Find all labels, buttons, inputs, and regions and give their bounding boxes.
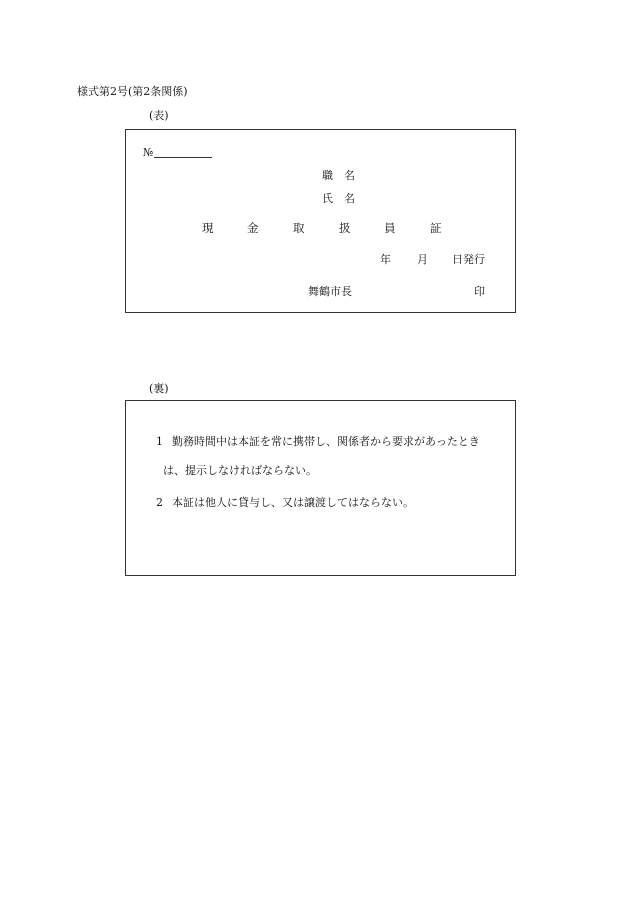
title-char-6: 証 <box>430 221 442 235</box>
title-char-3: 取 <box>293 221 305 235</box>
item2-number: 2 <box>156 496 163 509</box>
item1-line2: は、提示しなければならない。 <box>163 464 317 477</box>
item1-number: 1 <box>156 435 163 448</box>
item1-line1: 勤務時間中は本証を常に携帯し、関係者から要求があったとき <box>172 435 480 448</box>
issuer: 舞鶴市長 <box>308 285 352 298</box>
title-char-4: 扱 <box>339 221 351 235</box>
seal-mark: 印 <box>474 285 485 298</box>
form-label: 様式第2号(第2条関係) <box>77 85 188 98</box>
job-title-label: 職 名 <box>322 169 355 182</box>
number-field <box>143 147 212 158</box>
front-side-label: (表) <box>149 109 169 122</box>
front-card <box>125 129 516 313</box>
date-day-issued: 日発行 <box>452 253 485 266</box>
title-char-5: 員 <box>384 221 396 235</box>
number-underline <box>154 147 212 158</box>
back-card <box>125 400 516 576</box>
number-label: № <box>143 146 154 159</box>
item2-text: 本証は他人に貸与し、又は譲渡してはならない。 <box>172 496 414 509</box>
title-char-2: 金 <box>247 221 259 235</box>
back-side-label: (裏) <box>149 382 169 395</box>
name-label: 氏 名 <box>322 192 355 205</box>
date-month: 月 <box>417 253 428 266</box>
date-year: 年 <box>380 253 391 266</box>
title-char-1: 現 <box>202 221 214 235</box>
